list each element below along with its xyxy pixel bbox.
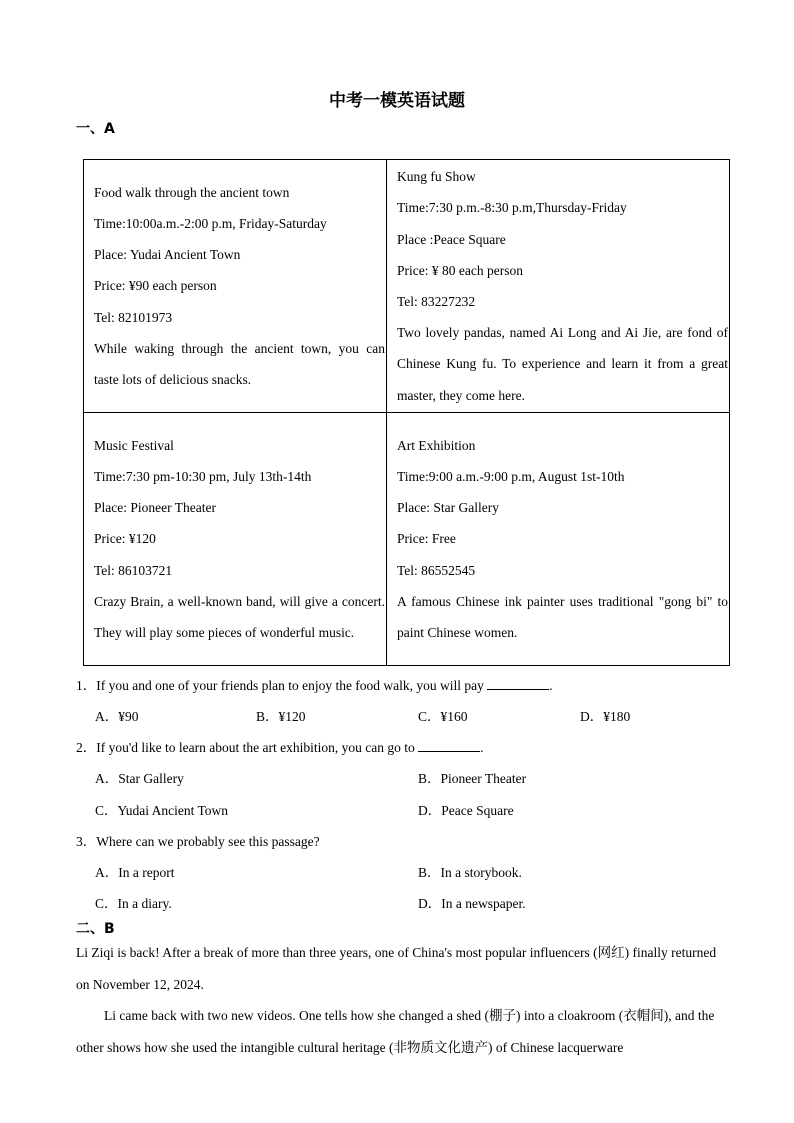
ad-name: Food walk through the ancient town	[94, 184, 290, 200]
option-a[interactable]: A．In a report	[95, 865, 175, 880]
ad-description: Crazy Brain, a well-known band, will give a concert. They will play some pieces of wonderful music.	[94, 593, 385, 640]
question-text: If you'd like to learn about the art exhibition, you can go to	[96, 740, 415, 755]
activities-table	[83, 159, 730, 666]
question-number: 1．	[76, 678, 97, 693]
ad-description: Two lovely pandas, named Ai Long and Ai Jie, are fond of Chinese Kung fu. To experience and learn it from a great master, they come here.	[397, 325, 728, 403]
passage-paragraph-2: Li came back with two new videos. One tells how she changed a shed (棚子) into a cloakroom (衣帽间), and the other shows how she used the intangible cultural heritage (非物质文化遗产) of Chinese lacquerware	[76, 1008, 715, 1055]
ad-food-walk	[84, 160, 387, 413]
ad-place: Place: Pioneer Theater	[94, 500, 216, 516]
question-2	[76, 736, 483, 756]
option-c[interactable]: C．¥160	[418, 709, 468, 724]
ad-place: Place: Yudai Ancient Town	[94, 247, 241, 263]
ad-music-festival	[84, 413, 387, 666]
question-number: 2．	[76, 740, 97, 755]
ad-place: Place: Star Gallery	[397, 500, 499, 516]
question-1	[76, 674, 553, 694]
question-text: If you and one of your friends plan to enjoy the food walk, you will pay	[96, 678, 484, 693]
ad-time: Time:7:30 pm-10:30 pm, July 13th-14th	[94, 468, 312, 484]
ad-price: Price: ¥120	[94, 531, 156, 547]
option-b[interactable]: B．Pioneer Theater	[418, 771, 527, 786]
option-b[interactable]: B．In a storybook.	[418, 865, 522, 880]
ad-name: Kung fu Show	[397, 169, 476, 185]
page-title: 中考一模英语试题	[329, 91, 465, 111]
ad-art-exhibition	[387, 413, 730, 666]
ad-tel: Tel: 83227232	[397, 294, 476, 309]
ad-description: A famous Chinese ink painter uses traditional "gong bi" to paint Chinese women.	[397, 593, 728, 640]
ad-time: Time:10:00a.m.-2:00 p.m, Friday-Saturday	[94, 215, 327, 231]
ad-tel: Tel: 86103721	[94, 562, 173, 578]
ad-place: Place :Peace Square	[397, 231, 506, 247]
option-b[interactable]: B．¥120	[256, 709, 306, 724]
question-end: .	[480, 740, 484, 755]
option-d[interactable]: D．In a newspaper.	[418, 896, 526, 911]
option-a[interactable]: A．Star Gallery	[95, 771, 184, 786]
option-c[interactable]: C．In a diary.	[95, 896, 172, 911]
passage-paragraph-1: Li Ziqi is back! After a break of more than three years, one of China's most popular influencers (网红) finally returned on November 12, 2024.	[76, 945, 717, 992]
question-3	[76, 830, 320, 850]
ad-tel: Tel: 86552545	[397, 562, 476, 578]
ad-kung-fu-show	[387, 160, 730, 413]
answer-blank	[418, 739, 480, 752]
section-b-heading: 二、B	[76, 921, 115, 937]
option-d[interactable]: D．Peace Square	[418, 803, 514, 818]
option-c[interactable]: C．Yudai Ancient Town	[95, 803, 229, 818]
question-text: Where can we probably see this passage?	[96, 834, 320, 849]
ad-price: Price: Free	[397, 531, 456, 547]
section-a-heading: 一、A	[76, 121, 115, 137]
option-d[interactable]: D．¥180	[580, 709, 631, 724]
ad-name: Art Exhibition	[397, 437, 476, 453]
ad-price: Price: ¥ 80 each person	[397, 262, 523, 278]
question-end: .	[549, 678, 553, 693]
ad-price: Price: ¥90 each person	[94, 278, 217, 294]
ad-time: Time:7:30 p.m.-8:30 p.m,Thursday-Friday	[397, 200, 627, 216]
ad-name: Music Festival	[94, 437, 174, 453]
ad-tel: Tel: 82101973	[94, 309, 173, 325]
option-a[interactable]: A．¥90	[95, 709, 139, 724]
question-number: 3．	[76, 834, 97, 849]
ad-time: Time:9:00 a.m.-9:00 p.m, August 1st-10th	[397, 468, 625, 484]
ad-description: While waking through the ancient town, you can taste lots of delicious snacks.	[94, 340, 385, 387]
answer-blank	[487, 677, 549, 690]
